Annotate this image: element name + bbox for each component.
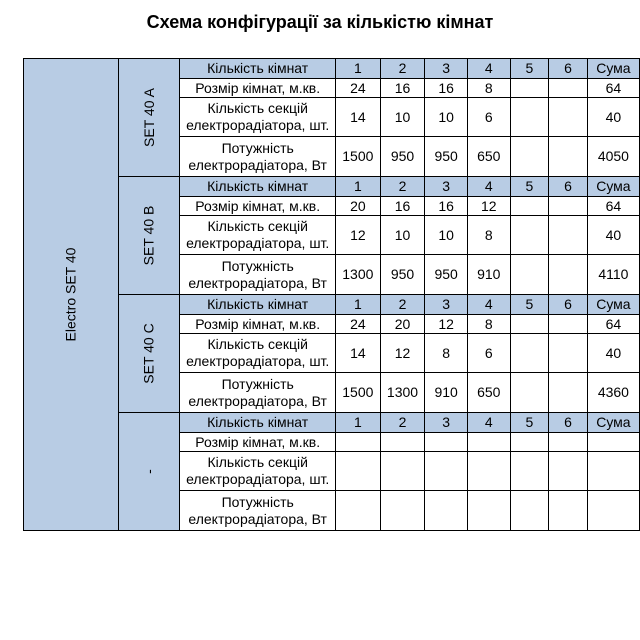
header-cell: 3 — [425, 59, 468, 79]
set-label-cell — [118, 59, 179, 177]
header-cell: 6 — [549, 295, 588, 315]
value-cell — [510, 334, 549, 373]
value-cell: 6 — [467, 334, 510, 373]
value-cell: 40 — [587, 334, 639, 373]
header-label: Кількість кімнат — [180, 413, 336, 433]
header-row — [24, 59, 640, 79]
value-cell — [549, 334, 588, 373]
value-cell — [510, 452, 549, 491]
value-cell: 10 — [425, 216, 468, 255]
value-cell: 6 — [467, 98, 510, 137]
value-cell: 650 — [467, 373, 510, 413]
header-cell: Сума — [587, 177, 639, 197]
value-cell — [467, 491, 510, 531]
header-cell: 4 — [467, 177, 510, 197]
header-cell: 6 — [549, 177, 588, 197]
header-cell: 4 — [467, 413, 510, 433]
value-cell — [425, 491, 468, 531]
value-cell — [510, 315, 549, 334]
row-label: Потужність електрорадіатора, Вт — [180, 491, 336, 531]
value-cell: 4110 — [587, 255, 639, 295]
header-cell: 4 — [467, 59, 510, 79]
header-cell: Сума — [587, 413, 639, 433]
value-cell: 1500 — [336, 373, 381, 413]
value-cell — [380, 452, 425, 491]
value-cell — [510, 433, 549, 452]
header-label: Кількість кімнат — [180, 59, 336, 79]
value-cell — [510, 216, 549, 255]
value-cell — [587, 433, 639, 452]
value-cell: 650 — [467, 137, 510, 177]
set-label-cell — [118, 177, 179, 295]
value-cell — [549, 255, 588, 295]
value-cell — [587, 452, 639, 491]
value-cell — [336, 452, 381, 491]
value-cell — [510, 197, 549, 216]
header-cell: 4 — [467, 295, 510, 315]
value-cell — [336, 433, 381, 452]
value-cell: 910 — [425, 373, 468, 413]
header-cell: 1 — [336, 413, 381, 433]
row-label: Кількість секцій електрорадіатора, шт. — [180, 452, 336, 491]
value-cell — [549, 98, 588, 137]
product-label: Electro SET 40 — [62, 247, 79, 342]
value-cell: 1300 — [380, 373, 425, 413]
value-cell: 12 — [467, 197, 510, 216]
value-cell: 950 — [380, 137, 425, 177]
value-cell — [510, 137, 549, 177]
header-cell: 2 — [380, 413, 425, 433]
value-cell: 16 — [425, 197, 468, 216]
value-cell: 40 — [587, 216, 639, 255]
header-cell: 5 — [510, 177, 549, 197]
value-cell: 950 — [380, 255, 425, 295]
header-cell: 5 — [510, 413, 549, 433]
row-label: Розмір кімнат, м.кв. — [180, 315, 336, 334]
header-label: Кількість кімнат — [180, 177, 336, 197]
set-label-cell — [118, 295, 179, 413]
header-cell: 3 — [425, 295, 468, 315]
product-label-cell — [24, 59, 119, 531]
value-cell: 910 — [467, 255, 510, 295]
value-cell: 1500 — [336, 137, 381, 177]
value-cell — [467, 433, 510, 452]
value-cell — [510, 373, 549, 413]
value-cell: 8 — [425, 334, 468, 373]
row-label: Розмір кімнат, м.кв. — [180, 197, 336, 216]
value-cell — [549, 452, 588, 491]
row-label: Потужність електрорадіатора, Вт — [180, 255, 336, 295]
header-cell: 3 — [425, 413, 468, 433]
value-cell — [587, 491, 639, 531]
set-name: - — [140, 469, 157, 474]
value-cell — [467, 452, 510, 491]
value-cell — [549, 216, 588, 255]
value-cell: 12 — [336, 216, 381, 255]
value-cell — [549, 315, 588, 334]
header-cell: Сума — [587, 59, 639, 79]
value-cell: 64 — [587, 79, 639, 98]
value-cell — [425, 452, 468, 491]
value-cell — [549, 137, 588, 177]
value-cell: 20 — [380, 315, 425, 334]
header-cell: 6 — [549, 413, 588, 433]
header-cell: 6 — [549, 59, 588, 79]
header-cell: 1 — [336, 59, 381, 79]
header-cell: 2 — [380, 295, 425, 315]
value-cell — [549, 433, 588, 452]
value-cell: 24 — [336, 315, 381, 334]
value-cell: 950 — [425, 255, 468, 295]
set-name: SET 40 A — [140, 88, 157, 147]
value-cell — [380, 433, 425, 452]
value-cell: 8 — [467, 79, 510, 98]
row-label: Кількість секцій електрорадіатора, шт. — [180, 334, 336, 373]
value-cell — [380, 491, 425, 531]
set-label-cell — [118, 413, 179, 531]
value-cell — [549, 197, 588, 216]
value-cell: 1300 — [336, 255, 381, 295]
value-cell: 4360 — [587, 373, 639, 413]
value-cell: 14 — [336, 98, 381, 137]
value-cell — [549, 491, 588, 531]
value-cell — [549, 79, 588, 98]
header-cell: 2 — [380, 59, 425, 79]
value-cell — [425, 433, 468, 452]
value-cell: 10 — [380, 216, 425, 255]
value-cell: 24 — [336, 79, 381, 98]
value-cell — [510, 79, 549, 98]
header-cell: Сума — [587, 295, 639, 315]
row-label: Кількість секцій електрорадіатора, шт. — [180, 216, 336, 255]
value-cell: 8 — [467, 216, 510, 255]
configuration-table — [23, 58, 640, 531]
set-name: SET 40 C — [140, 323, 157, 384]
value-cell: 64 — [587, 197, 639, 216]
row-label: Кількість секцій електрорадіатора, шт. — [180, 98, 336, 137]
value-cell: 10 — [425, 98, 468, 137]
page-title: Схема конфігурації за кількістю кімнат — [146, 12, 494, 32]
row-label: Розмір кімнат, м.кв. — [180, 79, 336, 98]
value-cell: 12 — [380, 334, 425, 373]
value-cell — [510, 98, 549, 137]
header-label: Кількість кімнат — [180, 295, 336, 315]
header-cell: 1 — [336, 295, 381, 315]
value-cell: 8 — [467, 315, 510, 334]
value-cell: 64 — [587, 315, 639, 334]
value-cell — [336, 491, 381, 531]
value-cell: 16 — [425, 79, 468, 98]
value-cell: 14 — [336, 334, 381, 373]
set-name: SET 40 B — [140, 205, 157, 266]
value-cell — [510, 491, 549, 531]
header-cell: 3 — [425, 177, 468, 197]
value-cell — [549, 373, 588, 413]
value-cell: 40 — [587, 98, 639, 137]
value-cell: 950 — [425, 137, 468, 177]
row-label: Потужність електрорадіатора, Вт — [180, 137, 336, 177]
row-label: Потужність електрорадіатора, Вт — [180, 373, 336, 413]
header-cell: 5 — [510, 295, 549, 315]
header-cell: 2 — [380, 177, 425, 197]
value-cell: 16 — [380, 197, 425, 216]
row-label: Розмір кімнат, м.кв. — [180, 433, 336, 452]
value-cell — [510, 255, 549, 295]
header-cell: 5 — [510, 59, 549, 79]
value-cell: 16 — [380, 79, 425, 98]
header-cell: 1 — [336, 177, 381, 197]
value-cell: 12 — [425, 315, 468, 334]
value-cell: 10 — [380, 98, 425, 137]
value-cell: 20 — [336, 197, 381, 216]
value-cell: 4050 — [587, 137, 639, 177]
